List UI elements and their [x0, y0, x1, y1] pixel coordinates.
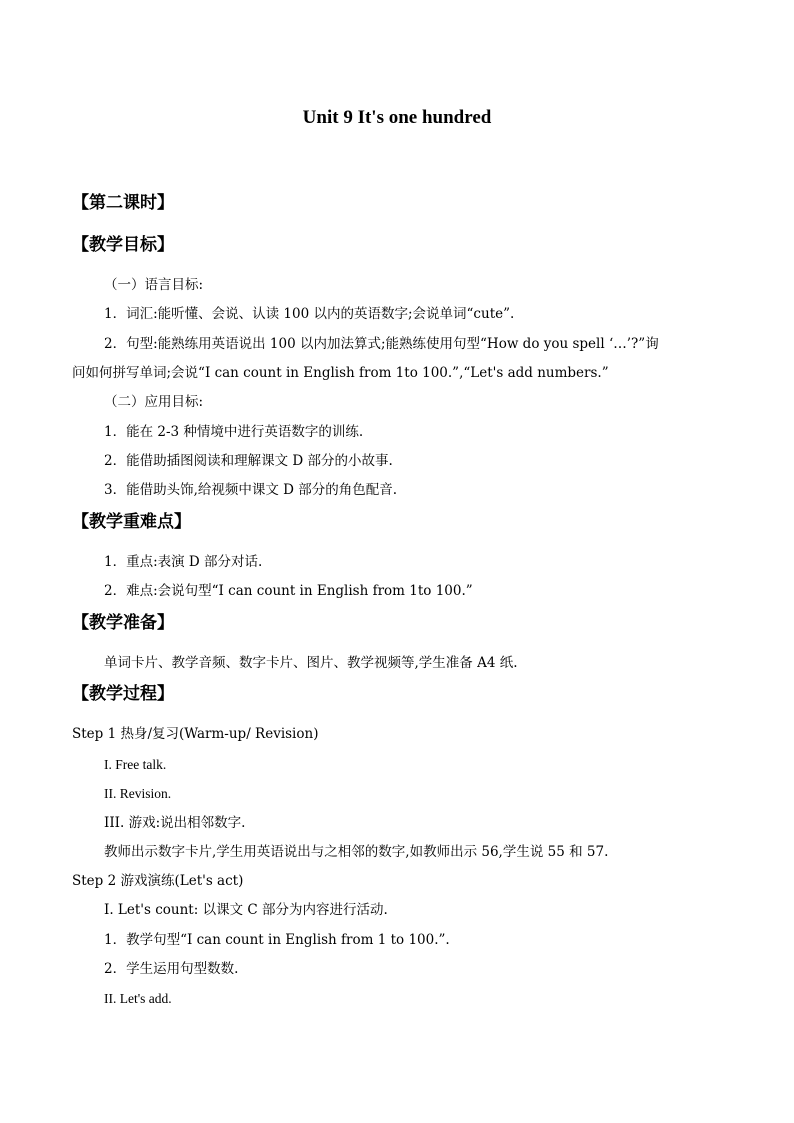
objectives-app-2: 2．能借助插图阅读和理解课文 D 部分的小故事.: [104, 453, 393, 469]
step-2-title: Step 2 游戏演练(Let's act): [72, 873, 244, 889]
objectives-app-3: 3．能借助头饰,给视频中课文 D 部分的角色配音.: [104, 482, 398, 498]
step-1-item-iii: III. 游戏:说出相邻数字.: [104, 815, 246, 831]
step-1-title: Step 1 热身/复习(Warm-up/ Revision): [72, 726, 319, 742]
step-2-item-ii: II. Let's add.: [104, 991, 172, 1006]
heading-process: 【教学过程】: [72, 684, 174, 704]
step-1-item-ii: II. Revision.: [104, 786, 172, 801]
key-point-1: 1．重点:表演 D 部分对话.: [104, 554, 263, 570]
objectives-app-header: （二）应用目标:: [104, 394, 204, 410]
step-2-item-2: 2．学生运用句型数数.: [104, 961, 239, 977]
key-point-2: 2．难点:会说句型“I can count in English from 1to 100.”: [104, 583, 473, 599]
objectives-lang-header: （一）语言目标:: [104, 277, 204, 293]
heading-preparation: 【教学准备】: [72, 613, 174, 633]
preparation-text: 单词卡片、教学音频、数字卡片、图片、教学视频等,学生准备 A4 纸.: [104, 655, 518, 671]
heading-key-points: 【教学重难点】: [72, 512, 191, 532]
heading-period: 【第二课时】: [72, 193, 174, 213]
objectives-lang-2a: 2．句型:能熟练用英语说出 100 以内加法算式;能熟练使用句型“How do you spell ‘…’?”询: [104, 336, 659, 352]
step-2-item-1: 1．教学句型“I can count in English from 1 to 100.”.: [104, 932, 450, 948]
step-1-item-i: I. Free talk.: [104, 757, 167, 772]
objectives-lang-2b: 问如何拼写单词;会说“I can count in English from 1to 100.”,“Let's add numbers.”: [72, 365, 609, 381]
step-1-item-iii-desc: 教师出示数字卡片,学生用英语说出与之相邻的数字,如教师出示 56,学生说 55 和 57.: [104, 844, 609, 860]
objectives-lang-1: 1．词汇:能听懂、会说、认读 100 以内的英语数字;会说单词“cute”.: [104, 306, 515, 322]
heading-objectives: 【教学目标】: [72, 235, 174, 255]
objectives-app-1: 1．能在 2-3 种情境中进行英语数字的训练.: [104, 424, 364, 440]
step-2-item-i: I. Let's count: 以课文 C 部分为内容进行活动.: [104, 902, 388, 918]
page-title: Unit 9 It's one hundred: [302, 107, 492, 128]
